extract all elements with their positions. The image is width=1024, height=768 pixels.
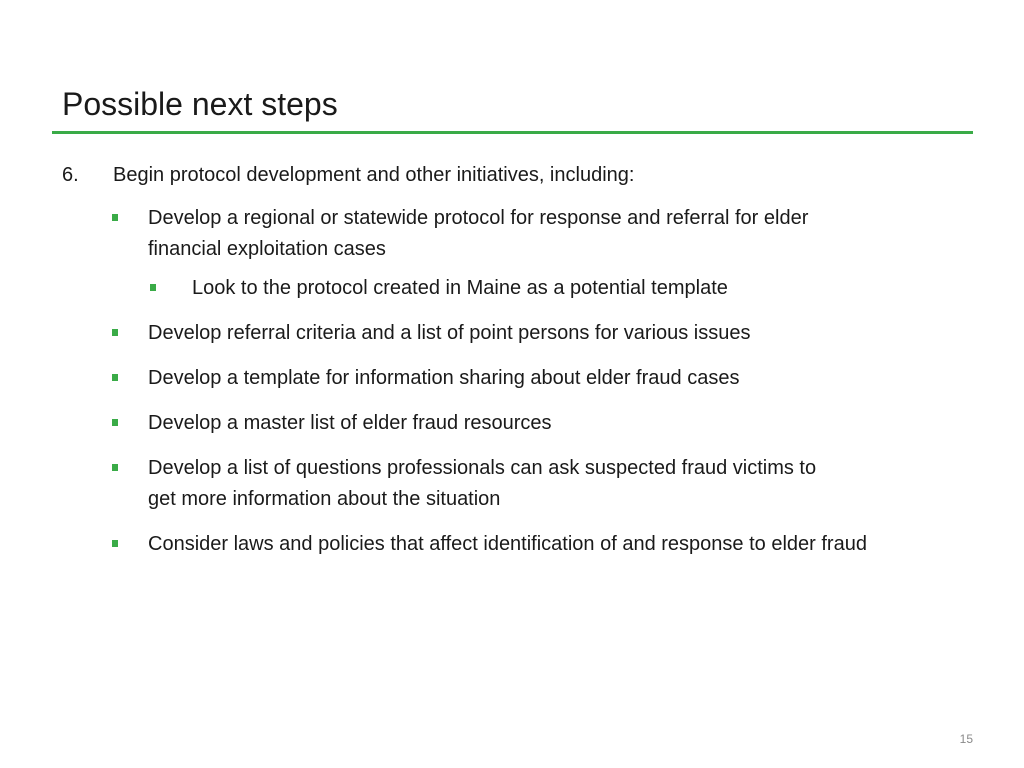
slide-title: Possible next steps [62, 86, 338, 122]
item-text: Begin protocol development and other initiatives, including: [113, 164, 635, 186]
square-bullet-icon [112, 419, 118, 426]
bullet-item [62, 453, 942, 515]
bullet-text: Develop a regional or statewide protocol for response and referral for elder financial exploitation cases [148, 207, 809, 260]
square-bullet-icon [112, 214, 118, 221]
square-bullet-icon [112, 374, 118, 381]
bullet-text: Develop a master list of elder fraud resources [148, 412, 552, 434]
square-bullet-icon [150, 284, 156, 291]
sub-bullet-text: Look to the protocol created in Maine as a potential template [192, 277, 728, 299]
bullet-item [62, 529, 942, 560]
bullet-text: Develop referral criteria and a list of point persons for various issues [148, 322, 751, 344]
slide-content [62, 160, 942, 574]
item-number: 6. [62, 164, 79, 186]
bullet-item [62, 363, 942, 394]
square-bullet-icon [112, 329, 118, 336]
square-bullet-icon [112, 540, 118, 547]
bullet-text: Develop a template for information sharing about elder fraud cases [148, 367, 740, 389]
bullet-text: Develop a list of questions professionals can ask suspected fraud victims to get more information about the situation [148, 457, 817, 510]
bullet-text: Consider laws and policies that affect identification of and response to elder fraud [148, 533, 867, 555]
bullet-item [62, 408, 942, 439]
bullet-item [62, 318, 942, 349]
sub-bullet-item [62, 273, 942, 304]
numbered-item [62, 160, 942, 191]
square-bullet-icon [112, 464, 118, 471]
page-number: 15 [959, 732, 973, 746]
title-divider [52, 131, 973, 134]
bullet-item [62, 203, 942, 265]
